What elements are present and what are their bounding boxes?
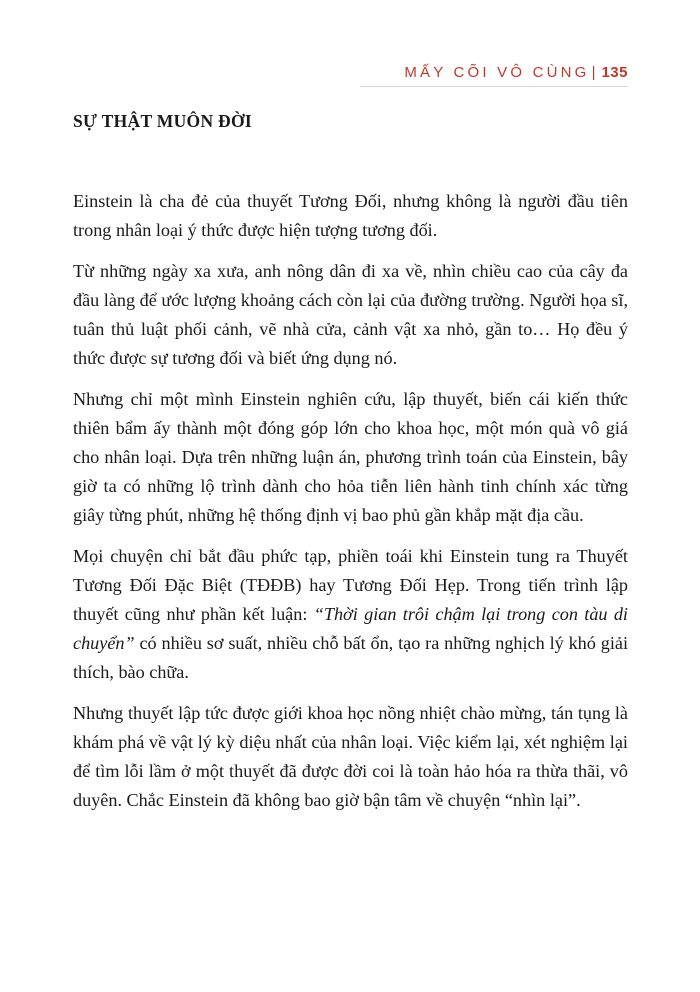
paragraph-1: Einstein là cha đẻ của thuyết Tương Đối, nhưng không là người đầu tiên trong nhân loại ý thức được hiện tượng tương đối. (73, 191, 628, 240)
paragraph-4 (73, 542, 628, 687)
chapter-title: SỰ THẬT MUÔN ĐỜI (73, 111, 253, 131)
paragraph-4-text-before: Mọi chuyện chỉ bắt đầu phức tạp, phiền toái khi Einstein tung ra Thuyết Tương Đối Đặc Biệt (TĐĐB) hay Tương Đối Hẹp. Trong tiến trình lập thuyết cũng như phần kết luận: (73, 546, 628, 624)
running-header (404, 58, 628, 86)
header-divider (360, 86, 628, 87)
page-number: 135 (601, 63, 628, 81)
paragraph-3: Nhưng chỉ một mình Einstein nghiên cứu, lập thuyết, biến cái kiến thức thiên bẩm ấy thành một đóng góp lớn cho khoa học, một món quà vô giá cho nhân loại. Dựa trên những luận án, phương trình toán của Einstein, bây giờ ta có những lộ trình dành cho hỏa tiễn liên hành tinh chính xác từng giây từng phút, những hệ thống định vị bao phủ gần khắp mặt địa cầu. (73, 389, 628, 525)
body-text (73, 187, 628, 827)
paragraph-4-quote: “Thời gian trôi chậm lại trong con tàu di chuyển” (73, 604, 628, 653)
paragraph-2: Từ những ngày xa xưa, anh nông dân đi xa về, nhìn chiều cao của cây đa đầu làng để ước lượng khoảng cách còn lại của đường trường. Người họa sĩ, tuân thủ luật phối cảnh, vẽ nhà cửa, cảnh vật xa nhỏ, gần to… Họ đều ý thức được sự tương đối và biết ứng dụng nó. (73, 261, 628, 368)
paragraph-5: Nhưng thuyết lập tức được giới khoa học nồng nhiệt chào mừng, tán tụng là khám phá về vật lý kỳ diệu nhất của nhân loại. Việc kiểm lại, xét nghiệm lại để tìm lỗi lầm ở một thuyết đã được đời coi là toàn hảo hóa ra thừa thãi, vô duyên. Chắc Einstein đã không bao giờ bận tâm về chuyện “nhìn lại”. (73, 703, 628, 810)
paragraph-4-text-after: có nhiều sơ suất, nhiều chỗ bất ổn, tạo ra những nghịch lý khó giải thích, bào chữa. (73, 633, 628, 682)
running-title: MẤY CÕI VÔ CÙNG (404, 63, 590, 81)
header-separator: | (591, 63, 596, 81)
